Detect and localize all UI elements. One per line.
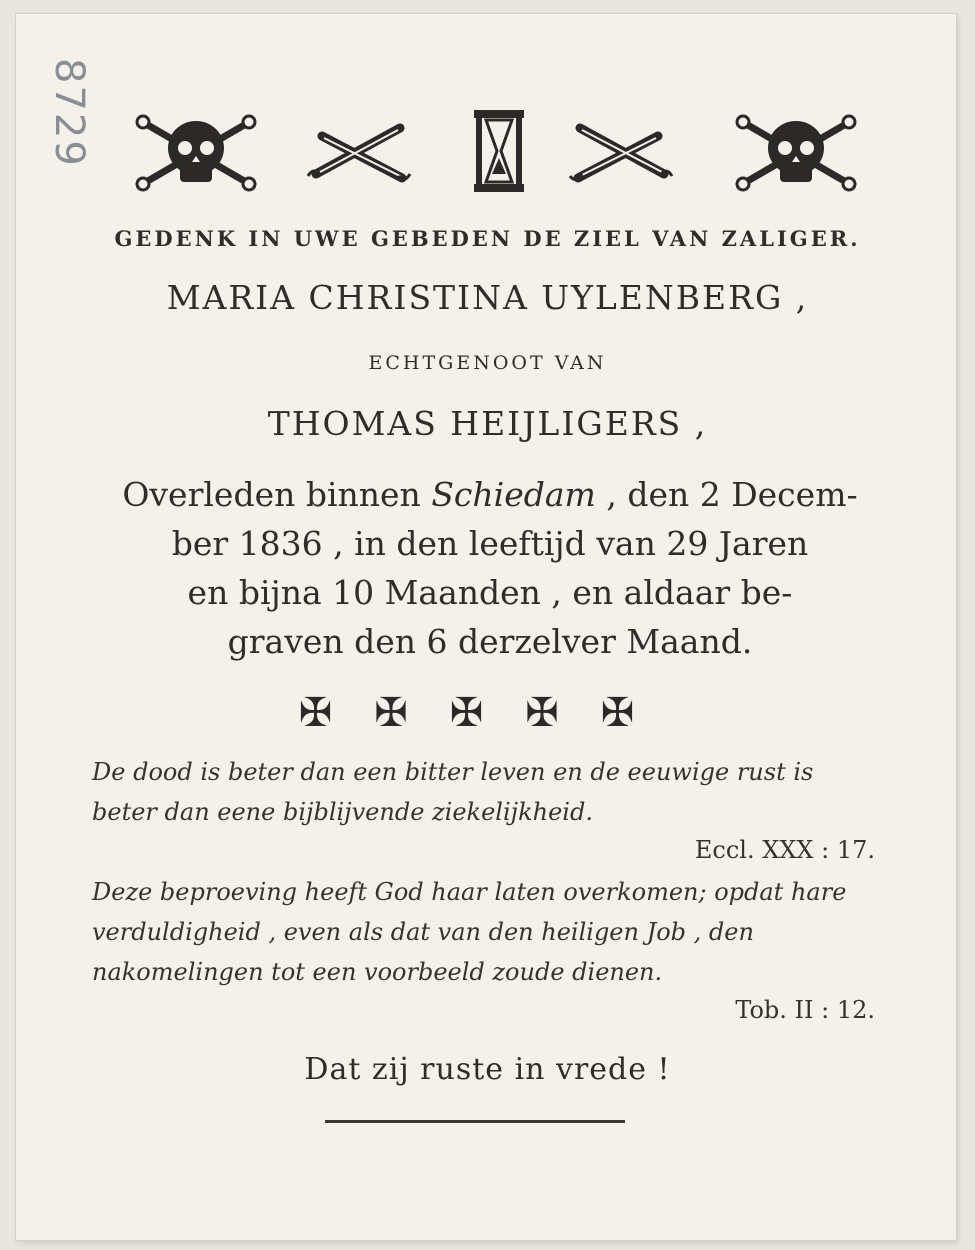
death-notice-text <box>80 470 900 666</box>
notice-text: , den 2 Decem- <box>595 475 858 514</box>
handwritten-catalog-number: 8729 <box>46 58 92 168</box>
relation-label: ECHTGENOOT VAN <box>368 352 607 374</box>
skull-crossbones-icon <box>734 110 858 196</box>
notice-text: Overleden binnen <box>122 475 432 514</box>
spouse-name: THOMAS HEIJLIGERS , <box>267 404 708 443</box>
hourglass-icon <box>472 108 526 194</box>
cross-ornaments: ✠✠✠✠✠ <box>298 690 677 736</box>
skull-crossbones-icon <box>134 110 258 196</box>
notice-line-3: en bijna 10 Maanden , en aldaar be- <box>187 573 793 612</box>
crossed-torches-icon <box>302 118 414 188</box>
place-name: Schiedam <box>431 475 596 514</box>
verse-reference-1: Eccl. XXX : 17. <box>694 836 875 864</box>
closing-rule <box>325 1120 625 1123</box>
notice-line-1 <box>80 470 900 519</box>
notice-line-4: graven den 6 derzelver Maand. <box>227 622 753 661</box>
closing-blessing: Dat zij ruste in vrede ! <box>304 1052 671 1087</box>
verse-ecclesiasticus: De dood is beter dan een bitter leven en de eeuwige rust is beter dan eene bijblijvende ziekelijkheid. <box>92 758 814 826</box>
prayer-line: GEDENK IN UWE GEBEDEN DE ZIEL VAN ZALIGER. <box>114 226 861 251</box>
crossed-torches-icon <box>566 118 678 188</box>
verse-reference-2: Tob. II : 12. <box>735 996 875 1024</box>
notice-line-2: ber 1836 , in den leeftijd van 29 Jaren <box>171 524 809 563</box>
verse-tobit: Deze beproeving heeft God haar laten overkomen; opdat hare verduldigheid , even als dat van den heiligen Job , den nakomelingen tot een voorbeeld zoude dienen. <box>92 878 847 986</box>
deceased-name: MARIA CHRISTINA UYLENBERG , <box>166 278 809 317</box>
ornament-row <box>120 108 860 208</box>
